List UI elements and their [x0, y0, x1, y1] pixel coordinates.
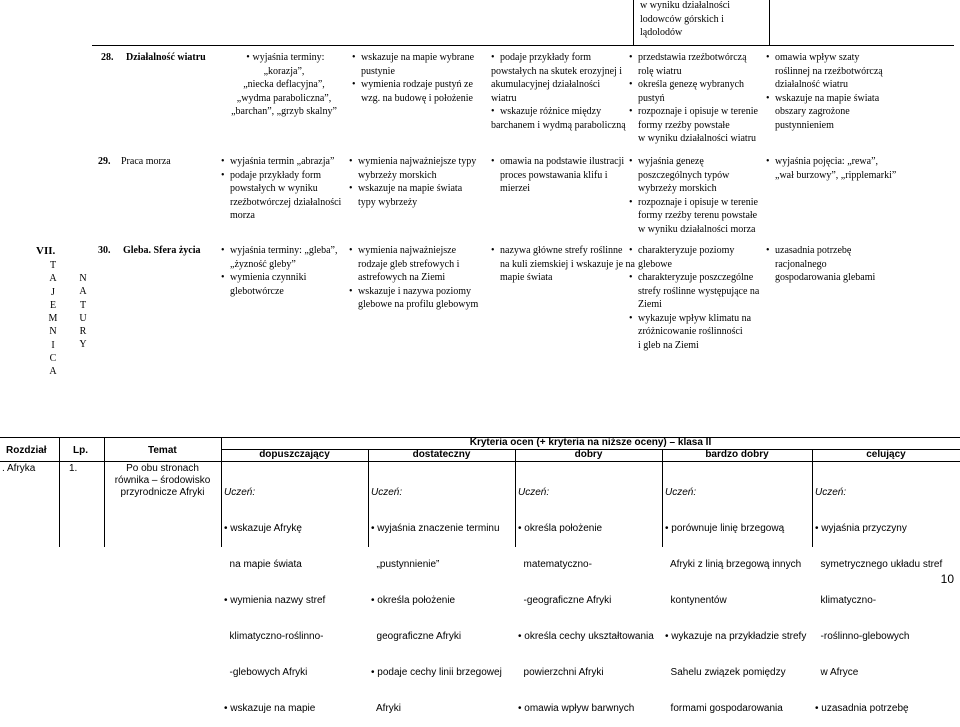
section-letter: M	[48, 313, 58, 325]
grade-col-celujacy: Uczeń: • wyjaśnia przyczyny symetrycznego układu stref klimatyczno- -roślinno-glebowych w Afryce • uzasadnia potrzebę	[815, 487, 943, 714]
header-grade-dopuszczajacy: dopuszczający	[259, 449, 330, 460]
section-letter: A	[79, 286, 87, 298]
section-letter: I	[51, 339, 55, 351]
section-letter: R	[79, 326, 87, 338]
row30-topic: Gleba. Sfera życia	[123, 245, 201, 256]
row29-col5: • wyjaśnia pojęcia: „rewa”, „wał burzowy”, „ripplemarki”	[766, 155, 896, 182]
row28-col2: • wskazuje na mapie wybrane pustynie • wymienia rodzaje pustyń ze wzg. na budowę i położenie	[352, 51, 474, 105]
grade-col-bardzo-dobry: Uczeń: • porównuje linię brzegową Afryki z linią brzegową innych kontynentów • wykazuje na przykładzie strefy Sahelu związek pomiędzy formami gospodarowania	[665, 487, 807, 714]
section-letter: N	[79, 273, 87, 284]
top-fragment: w wyniku działalności lodowców górskich i lądolodów	[640, 0, 730, 38]
section-letter: T	[49, 260, 57, 271]
row29-number: 29.	[98, 156, 111, 167]
row30-col2: • wymienia najważniejsze rodzaje gleb strefowych i astrefowych na Ziemi • wskazuje i nazywa poziomy glebowe na profilu glebowym	[349, 244, 478, 312]
row30-col1: • wyjaśnia terminy: „gleba”, „żyzność gleby” • wymienia czynniki glebotwórcze	[221, 244, 337, 298]
row29-topic: Praca morza	[121, 156, 171, 167]
header-grade-dobry: dobry	[574, 449, 603, 460]
table2-col-line	[59, 437, 60, 547]
grade-col-dobry: Uczeń: • określa położenie matematyczno- -geograficzne Afryki • określa cechy ukształtowania powierzchni Afryki • omawia wpływ barwnych	[518, 487, 654, 714]
section-roman: VII.	[36, 245, 56, 257]
row28-topic: Działalność wiatru	[126, 52, 206, 63]
table2-col-line	[812, 449, 813, 547]
row-temat: Po obu stronach równika – środowisko przyrodnicze Afryki	[114, 463, 211, 498]
section-letter: C	[49, 353, 57, 365]
section-letter: E	[49, 299, 57, 311]
grade-col-dopuszczajacy: Uczeń: • wskazuje Afrykę na mapie świata • wymienia nazwy stref klimatyczno-roślinno- -glebowych Afryki • wskazuje na mapie	[224, 487, 326, 714]
header-grade-bardzo-dobry: bardzo dobry	[705, 449, 769, 460]
header-grade-dostateczny: dostateczny	[412, 449, 471, 460]
page-number: 10	[940, 572, 954, 586]
row29-col2: • wymienia najważniejsze typy wybrzeży morskich • wskazuje na mapie świata typy wybrzeży	[349, 155, 476, 209]
row30-col3: • nazywa główne strefy roślinne na kuli ziemskiej i wskazuje je na mapie świata	[491, 244, 635, 285]
section-letter: J	[51, 286, 55, 298]
header-temat: Temat	[148, 445, 177, 456]
section-letter: A	[49, 273, 57, 285]
header-kryteria: Kryteria ocen (+ kryteria na niższe oceny) – klasa II	[469, 437, 712, 448]
row30-col4: • charakteryzuje poziomy glebowe • charakteryzuje poszczególne strefy roślinne występujące na Ziemi • wykazuje wpływ klimatu na zróżnicowanie roślinności i gleb na Ziemi	[629, 244, 759, 352]
table2-col-line	[662, 449, 663, 547]
row29-col3: • omawia na podstawie ilustracji proces powstawania klifu i mierzei	[491, 155, 624, 196]
table2-header-bottom-line	[0, 461, 960, 462]
section-letter: Y	[79, 339, 87, 351]
section-letter: A	[49, 366, 57, 378]
table1-top-line	[92, 45, 954, 46]
row28-col1: • wyjaśnia terminy: „korazja”, „niecka deflacyjna”, „wydma paraboliczna”, „barchan”, „grzyb skalny”	[224, 51, 344, 119]
row29-col1: • wyjaśnia termin „abrazja” • podaje przykłady form powstałych w wyniku rzeźbotwórczej działalności morza	[221, 155, 341, 223]
row29-col4: • wyjaśnia genezę poszczególnych typów wybrzeży morskich • rozpoznaje i opisuje w terenie formy rzeźby terenu powstałe w wyniku działalności morza	[629, 155, 758, 236]
row28-col3: • podaje przykłady form powstałych na skutek erozyjnej i akumulacyjnej działalności wiatru • wskazuje różnice między barchanem i wydmą paraboliczną	[491, 51, 626, 132]
row-lp: 1.	[69, 463, 78, 474]
table1-divider	[769, 0, 770, 45]
section-letter: N	[49, 326, 57, 338]
table1-divider	[633, 0, 634, 45]
section-word2	[76, 272, 90, 352]
row28-col5: • omawia wpływ szaty roślinnej na rzeźbotwórczą działalność wiatru • wskazuje na mapie świata obszary zagrożone pustynnieniem	[766, 51, 883, 132]
header-grade-celujacy: celujący	[866, 449, 906, 460]
section-letter: T	[79, 299, 87, 311]
header-lp: Lp.	[73, 445, 88, 456]
section-letter: U	[79, 312, 87, 324]
row30-col5: • uzasadnia potrzebę racjonalnego gospodarowania glebami	[766, 244, 875, 285]
row28-number: 28.	[101, 52, 114, 63]
header-rozdzial: Rozdział	[6, 445, 47, 456]
table2-col-line	[368, 449, 369, 547]
grade-col-dostateczny: Uczeń: • wyjaśnia znaczenie terminu „pustynnienie” • określa położenie geograficzne Afryki • podaje cechy linii brzegowej Afryki	[371, 487, 502, 714]
row-rozdzial: . Afryka	[2, 463, 36, 474]
section-word1	[46, 259, 60, 379]
row30-number: 30.	[98, 245, 111, 256]
row28-col4: • przedstawia rzeźbotwórczą rolę wiatru • określa genezę wybranych pustyń • rozpoznaje i opisuje w terenie formy rzeźby powstałe w wyniku działalności wiatru	[629, 51, 758, 146]
table2-col-line	[515, 449, 516, 547]
